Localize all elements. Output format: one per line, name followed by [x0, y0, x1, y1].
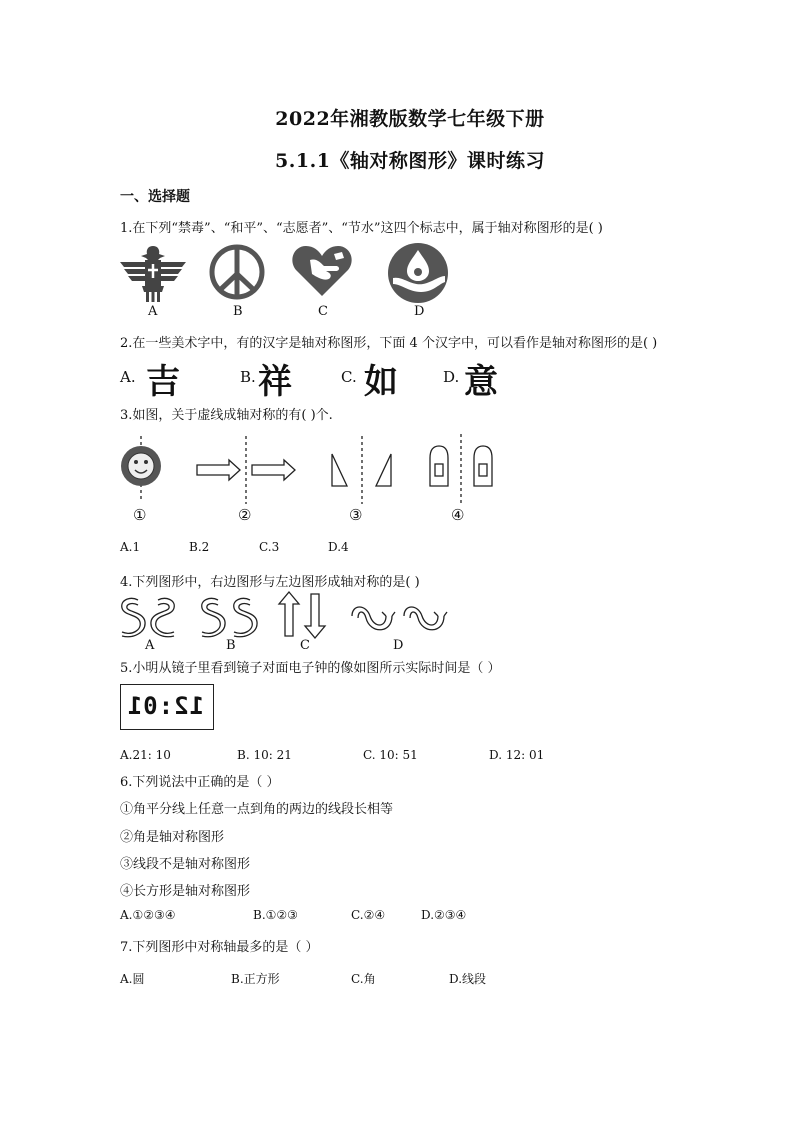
q4-label-a: A	[145, 638, 155, 653]
q7-option-b: B.正方形	[231, 972, 280, 986]
q7-option-d: D.线段	[449, 972, 487, 986]
mirror-clock-digits: 12:01	[126, 692, 204, 720]
q3-option-d: D.4	[328, 540, 349, 554]
q2-option-a-char: 吉	[146, 362, 180, 402]
q4-figure-b	[198, 594, 258, 640]
q6-statement-2: ②角是轴对称图形	[120, 830, 225, 845]
q3-option-c: C.3	[259, 540, 280, 554]
q4-figure-c	[277, 590, 327, 640]
q3-figure-label-2: ②	[238, 506, 252, 524]
eagle-emblem-icon	[118, 244, 188, 304]
question-3-text: 3.如图，关于虚线成轴对称的有( )个.	[120, 408, 333, 423]
q2-option-a-letter: A.	[120, 368, 136, 386]
section-heading: 一、选择题	[120, 189, 190, 205]
question-2-text: 2.在一些美术字中，有的汉字是轴对称图形，下面 4 个汉字中，可以看作是轴对称图形的是( )	[120, 336, 658, 351]
q3-figure-tombstones	[427, 434, 497, 504]
mirror-clock-display	[120, 684, 214, 730]
q1-label-b: B	[233, 304, 243, 319]
q7-option-a: A.圆	[120, 972, 145, 986]
q5-option-b: B. 10: 21	[237, 748, 292, 762]
q6-statement-1: ①角平分线上任意一点到角的两边的线段长相等	[120, 802, 394, 817]
page-title: 2022年湘教版数学七年级下册	[275, 108, 545, 130]
heart-hand-icon	[290, 242, 354, 300]
q2-option-b-char: 祥	[258, 362, 292, 402]
q2-option-c-letter: C.	[341, 368, 357, 386]
question-5-text: 5.小明从镜子里看到镜子对面电子钟的像如图所示实际时间是（ ）	[120, 661, 501, 676]
question-1-text: 1.在下列“禁毒”、“和平”、“志愿者”、“节水”这四个标志中，属于轴对称图形的是( )	[120, 221, 603, 236]
q1-label-a: A	[148, 304, 158, 319]
q2-option-c-char: 如	[364, 362, 398, 402]
water-drop-icon	[387, 242, 449, 304]
q6-statement-3: ③线段不是轴对称图形	[120, 857, 251, 872]
q6-option-d: D.②③④	[421, 908, 467, 922]
q1-label-c: C	[318, 304, 328, 319]
q3-figure-arrows	[196, 436, 302, 506]
q4-label-d: D	[393, 638, 404, 653]
q5-option-c: C. 10: 51	[363, 748, 418, 762]
q3-option-b: B.2	[189, 540, 210, 554]
question-4-text: 4.下列图形中，右边图形与左边图形成轴对称的是( )	[120, 575, 420, 590]
q4-figure-a	[118, 594, 178, 640]
q3-figure-label-3: ③	[349, 506, 363, 524]
q3-option-a: A.1	[120, 540, 141, 554]
q3-figure-triangles	[325, 436, 395, 506]
q4-figure-d	[348, 600, 448, 640]
q6-option-c: C.②④	[351, 908, 386, 922]
q4-label-c: C	[300, 638, 310, 653]
q3-figure-smiley	[117, 436, 167, 506]
q6-statement-4: ④长方形是轴对称图形	[120, 884, 251, 899]
q3-figure-label-1: ①	[133, 506, 147, 524]
q7-option-c: C.角	[351, 972, 376, 986]
q6-option-a: A.①②③④	[120, 908, 176, 922]
page-subtitle: 5.1.1《轴对称图形》课时练习	[275, 150, 545, 172]
q3-figure-label-4: ④	[451, 506, 465, 524]
q5-option-d: D. 12: 01	[489, 748, 545, 762]
q2-option-b-letter: B.	[240, 368, 256, 386]
q5-option-a: A.21: 10	[120, 748, 171, 762]
peace-sign-icon	[209, 244, 265, 300]
q6-option-b: B.①②③	[253, 908, 298, 922]
question-6-text: 6.下列说法中正确的是（ ）	[120, 775, 280, 790]
q2-option-d-char: 意	[464, 362, 498, 402]
question-7-text: 7.下列图形中对称轴最多的是（ ）	[120, 940, 319, 955]
q2-option-d-letter: D.	[443, 368, 460, 386]
q1-label-d: D	[414, 304, 425, 319]
q4-label-b: B	[226, 638, 236, 653]
